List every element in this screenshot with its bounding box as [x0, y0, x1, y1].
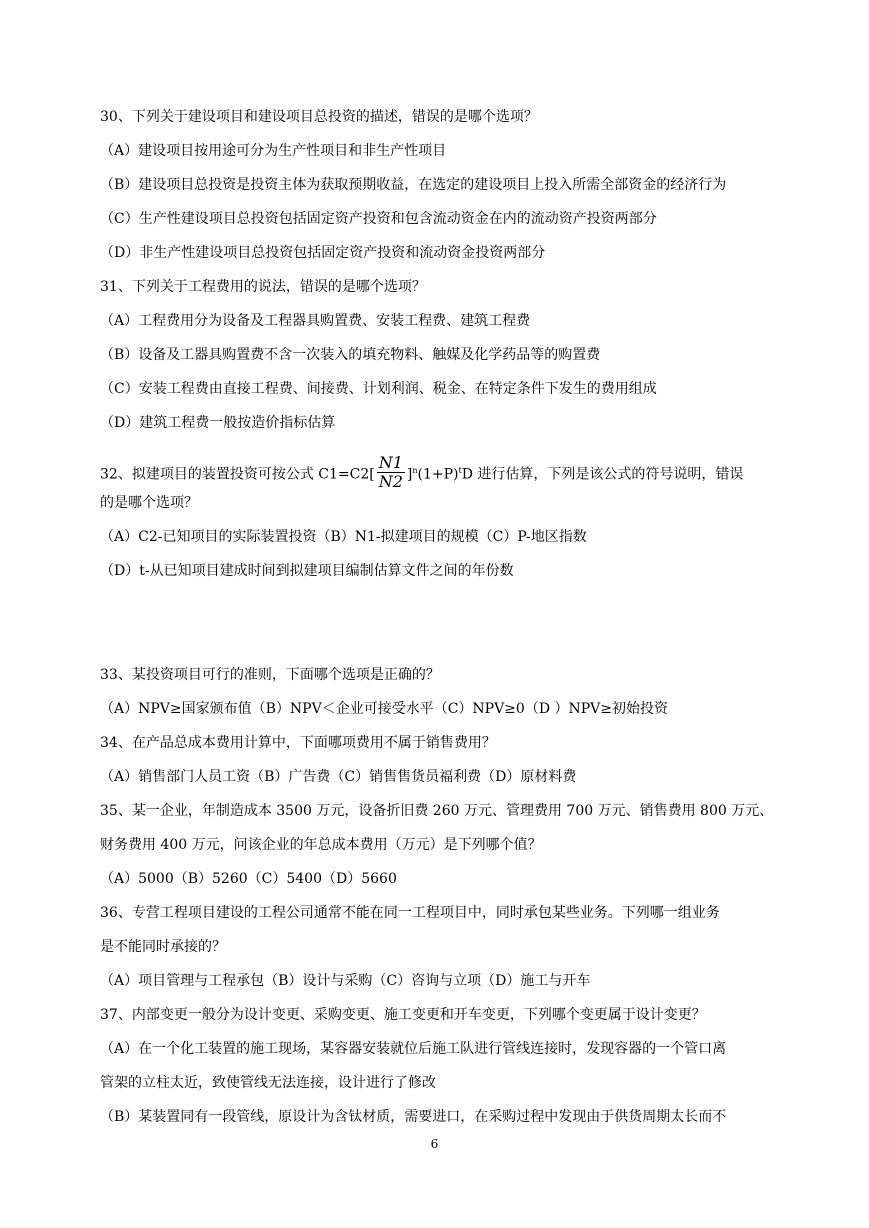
option-31-a: （A）工程费用分为设备及工程器具购置费、安装工程费、建筑工程费	[100, 313, 531, 329]
question-32-formula-line	[100, 453, 744, 491]
option-31-c: （C）安装工程费由直接工程费、间接费、计划利润、税金、在特定条件下发生的费用组成	[100, 381, 657, 397]
fraction-denominator: N2	[378, 472, 403, 491]
option-32-abc: （A）C2-已知项目的实际装置投资（B）N1-拟建项目的规模（C）P-地区指数	[100, 529, 587, 545]
option-37-a: （A）在一个化工装置的施工现场，某容器安装就位后施工队进行管线连接时，发现容器的一个管口离	[100, 1041, 727, 1057]
question-36: 36、专营工程项目建设的工程公司通常不能在同一工程项目中，同时承包某些业务。下列哪一组业务	[100, 905, 720, 921]
option-30-a: （A）建设项目按用途可分为生产性项目和非生产性项目	[100, 143, 447, 159]
option-31-b: （B）设备及工器具购置费不含一次装入的填充物料、触媒及化学药品等的购置费	[100, 347, 601, 363]
question-31: 31、下列关于工程费用的说法，错误的是哪个选项？	[100, 279, 426, 295]
question-32-suffix: D 进行估算，下列是该公式的符号说明，错误	[461, 466, 744, 483]
formula-exponent-n: n	[412, 466, 418, 475]
formula-fraction	[377, 454, 405, 491]
option-37-b: （B）某装置同有一段管线，原设计为含钛材质，需要进口，在采购过程中发现由于供货周期太长而不	[100, 1109, 727, 1125]
question-32-prefix: 32、拟建项目的装置投资可按公式 C1=C2[	[100, 466, 375, 483]
option-30-b: （B）建设项目总投资是投资主体为获取预期收益，在选定的建设项目上投入所需全部资金的经济行为	[100, 177, 727, 193]
question-34: 34、在产品总成本费用计算中，下面哪项费用不属于销售费用？	[100, 735, 496, 751]
question-35: 35、某一企业，年制造成本 3500 万元，设备折旧费 260 万元、管理费用 700 万元、销售费用 800 万元、	[100, 803, 774, 819]
page-number: 6	[430, 1137, 439, 1151]
option-35: （A）5000（B）5260（C）5400（D）5660	[100, 871, 397, 887]
question-37: 37、内部变更一般分为设计变更、采购变更、施工变更和开车变更，下列哪个变更属于设计变更？	[100, 1007, 706, 1023]
question-36-cont: 是不能同时承接的？	[100, 939, 226, 955]
option-33: （A）NPV≥国家颁布值（B）NPV＜企业可接受水平（C）NPV≥0（D ）NPV≥初始投资	[100, 701, 669, 717]
formula-close-bracket: ]	[406, 466, 413, 483]
option-30-d: （D）非生产性建设项目总投资包括固定资产投资和流动资金投资两部分	[100, 245, 546, 261]
question-35-cont: 财务费用 400 万元，问该企业的年总成本费用（万元）是下列哪个值？	[100, 837, 542, 853]
question-33: 33、某投资项目可行的准则，下面哪个选项是正确的？	[100, 667, 440, 683]
question-30: 30、下列关于建设项目和建设项目总投资的描述，错误的是哪个选项？	[100, 109, 538, 125]
fraction-numerator: N1	[378, 453, 403, 472]
option-30-c: （C）生产性建设项目总投资包括固定资产投资和包含流动资金在内的流动资产投资两部分	[100, 211, 657, 227]
option-32-d: （D）t-从已知项目建成时间到拟建项目编制估算文件之间的年份数	[100, 563, 514, 579]
option-37-a-cont: 管架的立柱太近，致使管线无法连接，设计进行了修改	[100, 1075, 436, 1091]
formula-exponent-t: t	[458, 466, 462, 475]
option-31-d: （D）建筑工程费一般按造价指标估算	[100, 415, 336, 431]
question-32-cont: 的是哪个选项？	[100, 495, 198, 511]
formula-mid: (1+P)	[417, 466, 459, 483]
option-36: （A）项目管理与工程承包（B）设计与采购（C）咨询与立项（D）施工与开车	[100, 973, 591, 989]
option-34: （A）销售部门人员工资（B）广告费（C）销售售货员福利费（D）原材料费	[100, 769, 577, 785]
